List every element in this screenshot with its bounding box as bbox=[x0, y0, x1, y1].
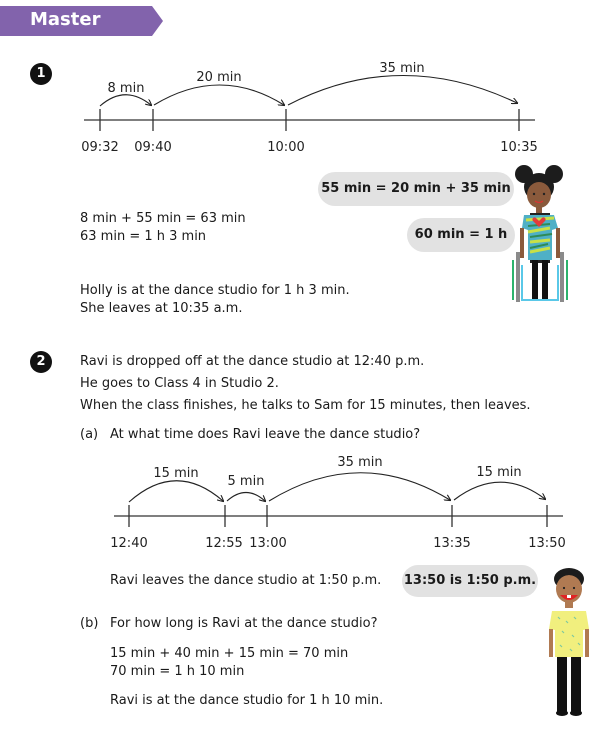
jump-label-2-3: 15 min bbox=[476, 465, 522, 480]
jump-label-1-1: 20 min bbox=[196, 70, 242, 85]
q1-working-line-1: 8 min + 55 min = 63 min bbox=[80, 211, 246, 226]
jump-label-2-0: 15 min bbox=[153, 466, 199, 481]
tick-label-1-3: 10:35 bbox=[500, 140, 538, 155]
jump-label-2-1: 5 min bbox=[227, 474, 265, 489]
speech-bubble-3: 13:50 is 1:50 p.m. bbox=[402, 565, 538, 597]
jump-arc-1-2 bbox=[288, 75, 517, 105]
q2a-answer: Ravi leaves the dance studio at 1:50 p.m. bbox=[110, 573, 382, 588]
q2-intro-line-3: When the class finishes, he talks to Sam for 15 minutes, then leaves. bbox=[80, 398, 531, 413]
q2b-question: For how long is Ravi at the dance studio? bbox=[110, 616, 378, 631]
jump-arc-1-1 bbox=[154, 85, 284, 105]
q2b-working-line-2: 70 min = 1 h 10 min bbox=[110, 664, 245, 679]
q2b-working-line-1: 15 min + 40 min + 15 min = 70 min bbox=[110, 646, 349, 661]
jump-arc-2-2 bbox=[269, 473, 450, 501]
boy-illustration bbox=[548, 565, 590, 720]
tick-label-2-3: 13:35 bbox=[433, 536, 471, 551]
tick-label-2-4: 13:50 bbox=[528, 536, 566, 551]
q2a-question: At what time does Ravi leave the dance studio? bbox=[110, 427, 421, 442]
jump-label-2-2: 35 min bbox=[337, 455, 383, 470]
question-1-number: 1 bbox=[30, 63, 52, 85]
q2-intro-line-2: He goes to Class 4 in Studio 2. bbox=[80, 376, 279, 391]
q2a-label: (a) bbox=[80, 427, 99, 442]
q1-working-line-2: 63 min = 1 h 3 min bbox=[80, 229, 207, 244]
tick-label-1-2: 10:00 bbox=[267, 140, 305, 155]
q1-answer-line-2: She leaves at 10:35 a.m. bbox=[80, 301, 243, 316]
tick-label-2-0: 12:40 bbox=[110, 536, 148, 551]
q2-intro-line-1: Ravi is dropped off at the dance studio at 12:40 p.m. bbox=[80, 354, 425, 369]
jump-label-1-2: 35 min bbox=[379, 61, 425, 76]
girl-wheelchair-illustration bbox=[510, 160, 570, 310]
jump-arc-2-3 bbox=[454, 482, 545, 500]
jump-label-1-0: 8 min bbox=[107, 81, 145, 96]
tick-label-1-1: 09:40 bbox=[134, 140, 172, 155]
jump-arc-2-0 bbox=[129, 481, 223, 502]
jump-arc-2-1 bbox=[227, 493, 265, 502]
speech-bubble-1: 55 min = 20 min + 35 min bbox=[318, 172, 514, 206]
question-2-number: 2 bbox=[30, 351, 52, 373]
tick-label-2-2: 13:00 bbox=[249, 536, 287, 551]
tick-label-2-1: 12:55 bbox=[205, 536, 243, 551]
q2b-label: (b) bbox=[80, 616, 99, 631]
q2b-answer: Ravi is at the dance studio for 1 h 10 min. bbox=[110, 693, 384, 708]
q1-answer-line-1: Holly is at the dance studio for 1 h 3 min. bbox=[80, 283, 350, 298]
tick-label-1-0: 09:32 bbox=[81, 140, 119, 155]
jump-arc-1-0 bbox=[100, 95, 151, 106]
banner-title: Master bbox=[30, 9, 101, 30]
speech-bubble-2: 60 min = 1 h bbox=[407, 218, 515, 252]
